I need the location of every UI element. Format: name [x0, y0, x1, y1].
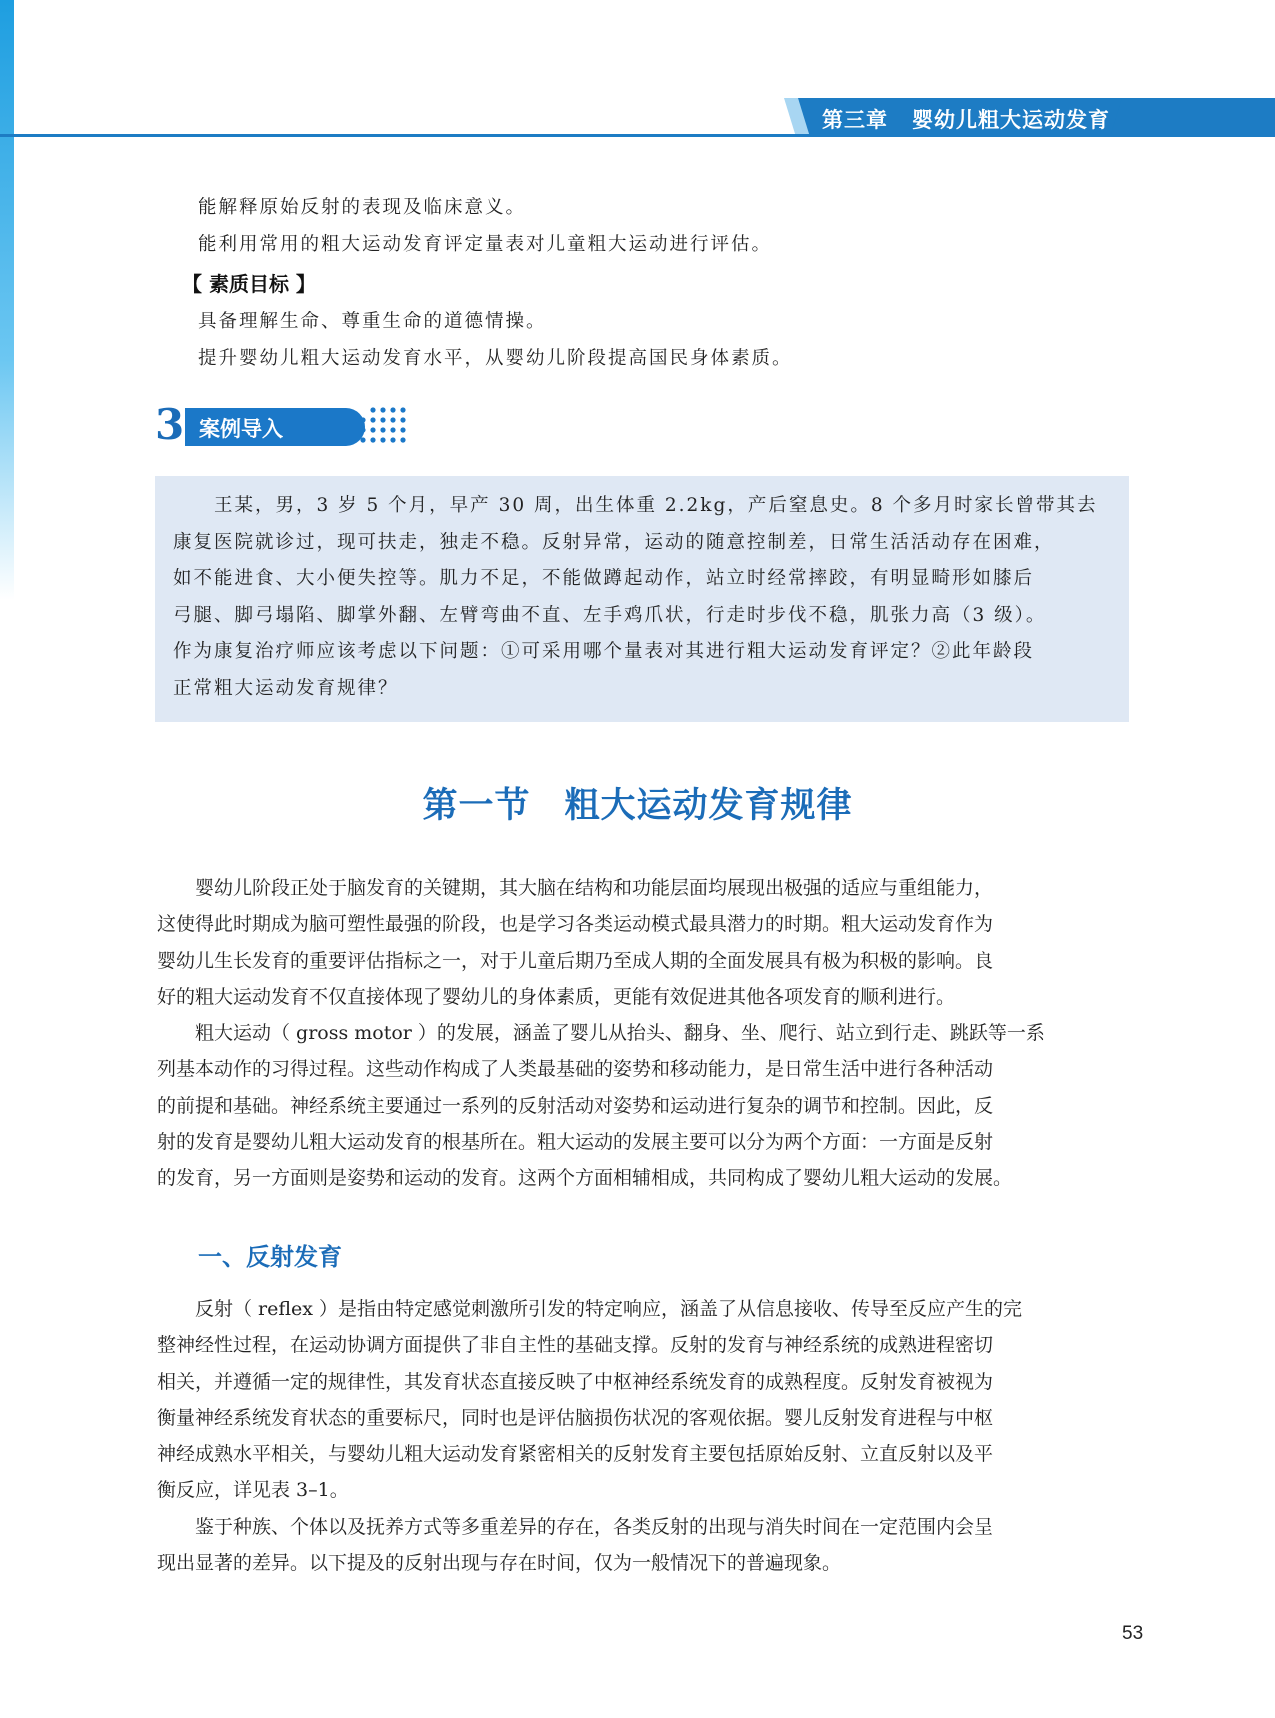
chapter-label: 第三章	[822, 108, 888, 132]
objective-line-1: 能解释原始反射的表现及临床意义。	[198, 197, 527, 218]
paragraph-1	[157, 870, 1129, 1015]
paragraph-2	[157, 1015, 1129, 1196]
case-label-text: 案例导入	[199, 417, 283, 441]
case-content-box	[155, 476, 1129, 722]
paragraph-line: 这使得此时期成为脑可塑性最强的阶段，也是学习各类运动模式最具潜力的时期。粗大运动发育作为	[157, 913, 994, 936]
chapter-title	[822, 104, 1110, 134]
chapter-name: 婴幼儿粗大运动发育	[912, 108, 1110, 132]
paragraph-line: 反射（ reflex ）是指由特定感觉刺激所引发的特定响应，涵盖了从信息接收、传导至反应产生的完	[157, 1298, 1023, 1320]
case-text	[173, 488, 1113, 707]
chapter-header-tab	[784, 98, 1275, 137]
paragraph-line: 鉴于种族、个体以及抚养方式等多重差异的存在，各类反射的出现与消失时间在一定范围内会呈	[157, 1516, 994, 1538]
paragraph-line: 粗大运动（ gross motor ）的发展，涵盖了婴儿从抬头、翻身、坐、爬行、站立到行走、跳跃等一系	[157, 1022, 1045, 1044]
case-line: 王某，男，3 岁 5 个月，早产 30 周，出生体重 2.2kg，产后窒息史。8 个多月时家长曾带其去	[173, 495, 1098, 516]
paragraph-line: 射的发育是婴幼儿粗大运动发育的根基所在。粗大运动的发展主要可以分为两个方面：一方面是反射	[157, 1130, 994, 1153]
paragraph-line: 的前提和基础。神经系统主要通过一系列的反射活动对姿势和运动进行复杂的调节和控制。因此，反	[157, 1094, 994, 1117]
case-line: 如不能进食、大小便失控等。肌力不足，不能做蹲起动作，站立时经常摔跤，有明显畸形如膝后	[173, 568, 1035, 589]
paragraph-line: 衡反应，详见表 3–1。	[157, 1479, 349, 1502]
case-line: 作为康复治疗师应该考虑以下问题：①可采用哪个量表对其进行粗大运动发育评定？②此年龄段	[173, 641, 1035, 662]
case-line: 弓腿、脚弓塌陷、脚掌外翻、左臂弯曲不直、左手鸡爪状，行走时步伐不稳，肌张力高（3 级）。	[173, 604, 1047, 626]
side-color-strip	[0, 0, 14, 600]
paragraph-line: 整神经性过程，在运动协调方面提供了非自主性的基础支撑。反射的发育与神经系统的成熟进程密切	[157, 1334, 994, 1357]
paragraph-line: 衡量神经系统发育状态的重要标尺，同时也是评估脑损伤状况的客观依据。婴儿反射发育进程与中枢	[157, 1406, 994, 1429]
case-number: 3	[155, 400, 185, 449]
paragraph-line: 的发育，另一方面则是姿势和运动的发育。这两个方面相辅相成，共同构成了婴幼儿粗大运动的发展。	[157, 1167, 1013, 1190]
paragraph-line: 列基本动作的习得过程。这些动作构成了人类最基础的姿势和移动能力，是日常生活中进行各种活动	[157, 1058, 994, 1081]
quality-line-1: 具备理解生命、尊重生命的道德情操。	[198, 311, 547, 332]
paragraph-line: 婴幼儿阶段正处于脑发育的关键期，其大脑在结构和功能层面均展现出极强的适应与重组能力，	[157, 877, 994, 899]
paragraph-line: 现出显著的差异。以下提及的反射出现与存在时间，仅为一般情况下的普遍现象。	[157, 1552, 842, 1575]
header-rule	[0, 134, 1275, 137]
dots-decoration-icon	[343, 404, 413, 450]
case-intro-banner	[155, 400, 405, 450]
paragraph-line: 婴幼儿生长发育的重要评估指标之一，对于儿童后期乃至成人期的全面发展具有极为积极的影响。良	[157, 949, 994, 972]
section-name: 粗大运动发育规律	[564, 786, 853, 826]
paragraph-line: 好的粗大运动发育不仅直接体现了婴幼儿的身体素质，更能有效促进其他各项发育的顺利进行。	[157, 985, 956, 1008]
subsection-heading: 一、反射发育	[198, 1243, 342, 1271]
objective-line-2: 能利用常用的粗大运动发育评定量表对儿童粗大运动进行评估。	[198, 234, 773, 255]
quality-goal-heading: 【 素质目标 】	[182, 272, 316, 296]
section-number: 第一节	[422, 786, 531, 826]
section-title	[0, 778, 1275, 828]
case-line: 康复医院就诊过，现可扶走，独走不稳。反射异常，运动的随意控制差，日常生活活动存在困难，	[173, 531, 1055, 553]
quality-line-2: 提升婴幼儿粗大运动发育水平，从婴幼儿阶段提高国民身体素质。	[198, 348, 793, 369]
case-label-box	[185, 408, 365, 446]
paragraph-3	[157, 1291, 1129, 1509]
page-number: 53	[1122, 1623, 1144, 1644]
case-line: 正常粗大运动发育规律？	[173, 677, 399, 699]
paragraph-4	[157, 1509, 1129, 1582]
paragraph-line: 神经成熟水平相关，与婴幼儿粗大运动发育紧密相关的反射发育主要包括原始反射、立直反射以及平	[157, 1443, 994, 1466]
paragraph-line: 相关，并遵循一定的规律性，其发育状态直接反映了中枢神经系统发育的成熟程度。反射发育被视为	[157, 1370, 994, 1393]
